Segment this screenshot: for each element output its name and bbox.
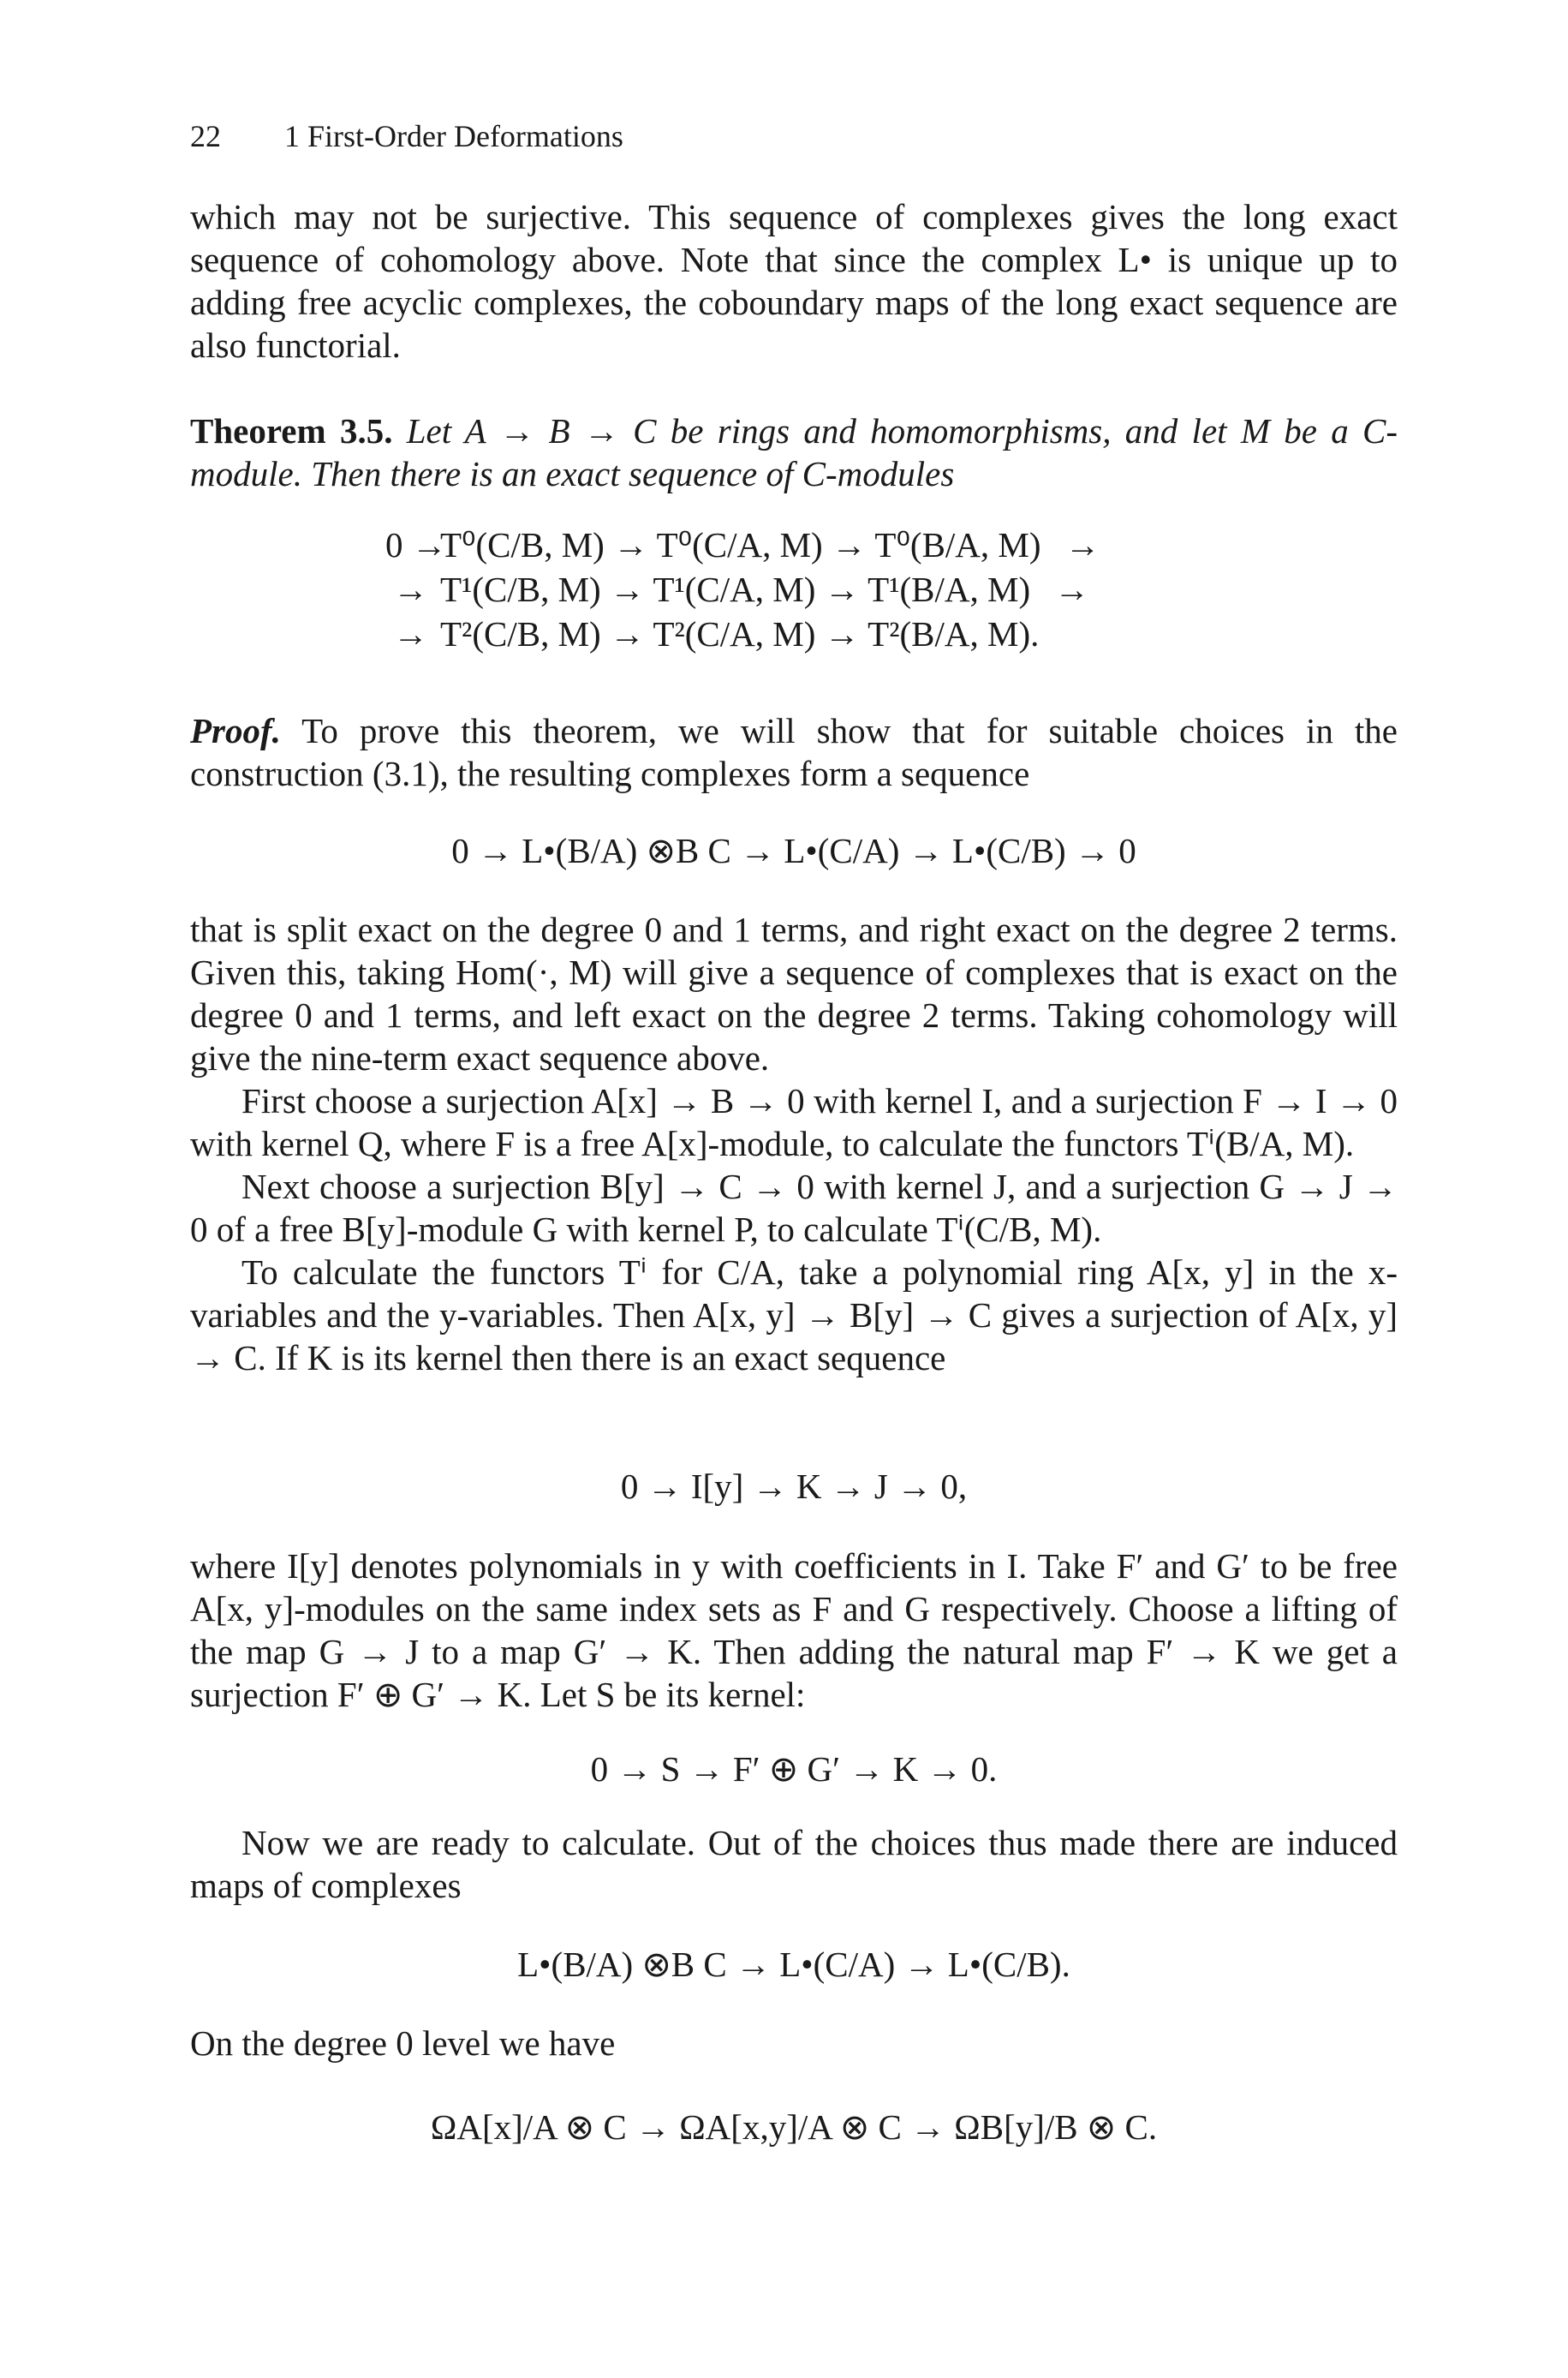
equation-differentials: ΩA[x]/A ⊗ C → ΩA[x,y]/A ⊗ C → ΩB[y]/B ⊗ C.: [430, 2107, 1158, 2147]
proof-text-2: that is split exact on the degree 0 and 1 terms, and right exact on the degree 2 terms. Given this, taking Hom(·, M) will give a sequence of complexes that is exact on the degree 0 and 1 terms, and left exact on the degree 2 terms. Taking cohomology will give the nine-term exact sequence above.: [190, 910, 1398, 1078]
row-lead: 0 →: [385, 525, 447, 565]
sequence-row-0: [385, 523, 1100, 567]
equation-short-exact: 0 → L•(B/A) ⊗B C → L•(C/A) → L•(C/B) → 0: [451, 831, 1136, 870]
theorem-text: Let A → B → C be rings and homomorphisms, and let M be a C-module. Then there is an exact sequence of C-modules: [190, 411, 1398, 493]
proof-degree-zero: [190, 2022, 1398, 2064]
running-header: [190, 118, 623, 154]
chapter-title: 1 First-Order Deformations: [284, 119, 623, 153]
intro-paragraph: [190, 195, 1398, 367]
row-lead: →: [393, 570, 428, 609]
theorem-label: Theorem 3.5.: [190, 411, 393, 451]
proof-text-1: To prove this theorem, we will show that for suitable choices in the construction (3.1), the resulting complexes form a sequence: [190, 711, 1398, 793]
row-trail: →: [1064, 525, 1100, 565]
page-number: 22: [190, 119, 221, 153]
proof-text-6: where I[y] denotes polynomials in y with coefficients in I. Take F′ and G′ to be free A[x, y]-modules on the same index sets as F and G respectively. Choose a lifting of the map G → J to a map G′ → K. Then adding the natural map F′ → K we get a surjection F′ ⊕ G′ → K. Let S be its kernel:: [190, 1546, 1398, 1714]
row-trail: →: [1054, 570, 1090, 609]
sequence-row-1: [385, 567, 1100, 612]
proof-opening: [190, 709, 1398, 795]
proof-text-8: On the degree 0 level we have: [190, 2023, 616, 2063]
row-lead: →: [393, 614, 428, 654]
proof-text-5: To calculate the functors Tⁱ for C/A, take a polynomial ring A[x, y] in the x-variables and the y-variables. Then A[x, y] → B[y] → C gives a surjection of A[x, y] → C. If K is its kernel then there is an exact sequence: [190, 1252, 1398, 1377]
equation-s-sequence: 0 → S → F′ ⊕ G′ → K → 0.: [590, 1749, 998, 1789]
intro-text: which may not be surjective. This sequence of complexes gives the long exact sequence of cohomology above. Note that since the complex L• is unique up to adding free acyclic complexes, the coboundary maps of the long exact sequence are also functorial.: [190, 197, 1398, 365]
proof-label: Proof.: [190, 711, 281, 750]
equation-kernel-sequence: 0 → I[y] → K → J → 0,: [620, 1467, 968, 1506]
proof-text-4: Next choose a surjection B[y] → C → 0 with kernel J, and a surjection G → J → 0 of a free B[y]-module G with kernel P, to calculate Tⁱ(C/B, M).: [190, 1167, 1398, 1249]
sequence-row-2: [385, 612, 1100, 656]
proof-text-3: First choose a surjection A[x] → B → 0 with kernel I, and a surjection F → I → 0 with kernel Q, where F is a free A[x]-module, to calculate the functors Tⁱ(B/A, M).: [190, 1081, 1398, 1163]
theorem-exact-sequence: [385, 523, 1100, 656]
proof-body: [190, 908, 1398, 1379]
proof-lifting: [190, 1545, 1398, 1716]
row-body: T¹(C/B, M) → T¹(C/A, M) → T¹(B/A, M): [440, 570, 1031, 609]
theorem-statement: [190, 409, 1398, 495]
proof-text-7: Now we are ready to calculate. Out of the choices thus made there are induced maps of complexes: [190, 1823, 1398, 1905]
proof-calculate: [190, 1821, 1398, 1907]
row-body: T⁰(C/B, M) → T⁰(C/A, M) → T⁰(B/A, M): [440, 525, 1041, 565]
row-body: T²(C/B, M) → T²(C/A, M) → T²(B/A, M).: [440, 614, 1040, 654]
equation-induced-maps: L•(B/A) ⊗B C → L•(C/A) → L•(C/B).: [517, 1945, 1070, 1984]
